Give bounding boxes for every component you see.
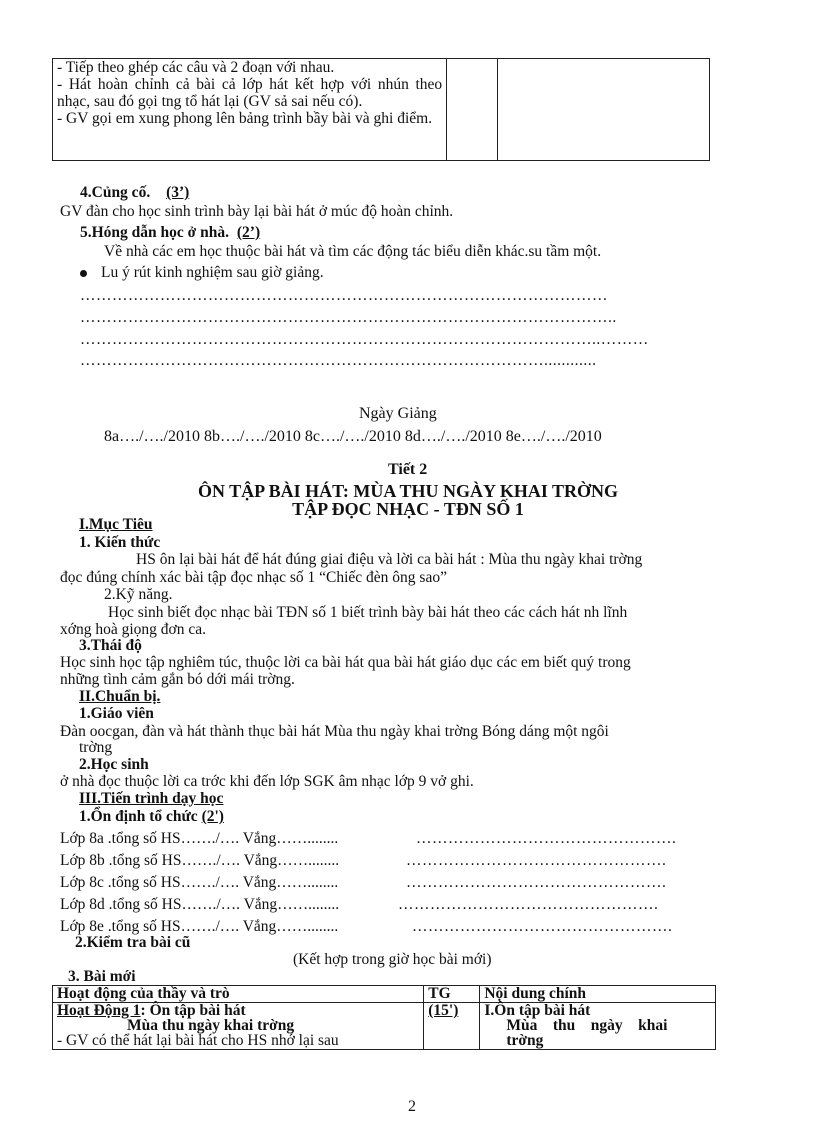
dot-line: ……………………………………………………………………………............	[80, 352, 597, 369]
on-dinh-heading: 1.Ổn định tổ chức	[79, 808, 198, 825]
hd1-heading	[57, 1003, 419, 1018]
content-heading: I.Ôn tập bài hát	[484, 1002, 591, 1019]
kiem-tra-note: (Kết hợp trong giờ học bài mới)	[293, 951, 492, 968]
class-dots: ………………………………………….	[398, 896, 659, 913]
ngay-giang-dates: 8a…./…./2010 8b…./…./2010 8c…./…./2010 8d…./…./2010 8e…./…./2010	[104, 428, 602, 445]
class-dots: ………………………………………….	[406, 874, 667, 891]
class-info: Lớp 8c .tổng số HS……./…. Vắng……........	[60, 874, 339, 891]
table-row	[53, 1003, 716, 1050]
tien-trinh-heading: III.Tiến trình dạy học	[79, 790, 224, 807]
content-cell	[480, 1003, 716, 1050]
lesson-subtitle: TẬP ĐỌC NHẠC - TĐN SỐ 1	[292, 499, 524, 519]
dot-line: ……………………………………………………………………………………..………	[80, 331, 649, 348]
dot-line: ………………………………………………………………………………………..	[80, 309, 617, 326]
dot-line: ………………………………………………………………………………………	[80, 287, 608, 304]
huong-dan-time: (2’)	[236, 224, 261, 241]
thai-do-line: những tình cảm gắn bó dới mái trờng.	[60, 671, 295, 688]
time-cell: (15')	[424, 1003, 480, 1050]
thai-do-line: Học sinh học tập nghiêm túc, thuộc lời ca bài hát qua bài hát giáo dục các em biết quý trong	[60, 654, 631, 671]
top-activity-table	[52, 58, 710, 161]
on-dinh-time: (2')	[201, 808, 224, 825]
giao-vien-line: trờng	[79, 739, 113, 756]
bullet-row	[80, 264, 324, 282]
hoc-sinh-line: ở nhà đọc thuộc lời ca trớc khi đến lớp SGK âm nhạc lớp 9 vở ghi.	[60, 773, 474, 790]
class-dots: ………………………………………….	[416, 830, 677, 847]
huong-dan-heading-row	[80, 224, 260, 242]
header-time: TG	[424, 986, 480, 1003]
class-dots: ………………………………………….	[412, 918, 673, 935]
activity-line: - Hát hoàn chỉnh cả bài cả lớp hát kết hợp với nhún theo nhạc, sau đó gọi tng tổ hát lại (GV sả sai nếu có).	[57, 76, 443, 110]
class-info: Lớp 8b .tổng số HS……./…. Vắng……........	[60, 852, 340, 869]
muc-tieu-heading: I.Mục Tiêu	[79, 516, 153, 533]
time-cell	[447, 59, 498, 161]
class-info: Lớp 8a .tổng số HS……./…. Vắng……........	[60, 830, 339, 847]
cung-co-heading: 4.Củng cố.	[80, 184, 151, 201]
cung-co-time: (3’)	[166, 184, 190, 201]
content-line: trờng	[506, 1032, 544, 1049]
lesson-plan-table	[52, 985, 716, 1050]
chuan-bi-heading: II.Chuẩn bị.	[79, 688, 161, 705]
kien-thuc-line: HS ôn lại bài hát để hát đúng giai điệu và lời ca bài hát : Mùa thu ngày khai trờng	[136, 551, 643, 568]
cung-co-text: GV đàn cho học sinh trình bày lại bài hát ở múc độ hoàn chỉnh.	[60, 203, 454, 220]
cung-co-heading-row	[80, 184, 189, 202]
table-header-row	[53, 986, 716, 1003]
ky-nang-heading: 2.Kỹ năng.	[104, 586, 173, 603]
hd1-text: - GV có thể hát lại bài hát cho HS nhớ lại sau	[57, 1032, 339, 1049]
header-content: Nội dung chính	[480, 986, 716, 1003]
class-row	[60, 830, 338, 848]
activity-cell	[53, 59, 447, 161]
activity-line: - GV gọi em xung phong lên bảng trình bầy bài và ghi điểm.	[57, 110, 433, 127]
bullet-text: Lu ý rút kinh nghiệm sau giờ giảng.	[101, 264, 324, 281]
class-info: Lớp 8d .tổng số HS……./…. Vắng……........	[60, 896, 340, 913]
class-dots: ………………………………………….	[406, 852, 667, 869]
ky-nang-line: xớng hoà giọng đơn ca.	[60, 621, 206, 638]
class-row	[60, 874, 338, 892]
huong-dan-text: Về nhà các em học thuộc bài hát và tìm các động tác biểu diễn khác.su tầm một.	[104, 243, 602, 260]
hd1-song: Mùa thu ngày khai trờng	[127, 1017, 295, 1034]
class-row	[60, 852, 339, 870]
content-cell	[498, 59, 710, 161]
hd1-title: : Ôn tập bài hát	[140, 1002, 246, 1019]
page-number: 2	[408, 1098, 416, 1115]
hoc-sinh-heading: 2.Học sinh	[79, 756, 149, 773]
content-line: Mùa thu ngày khai	[506, 1017, 668, 1034]
kien-thuc-line: đọc đúng chính xác bài tập đọc nhạc số 1 “Chiếc đèn ông sao”	[60, 569, 447, 586]
thai-do-heading: 3.Thái độ	[79, 637, 142, 654]
ky-nang-line: Học sinh biết đọc nhạc bài TĐN số 1 biết trình bày bài hát theo các cách hát nh lĩnh	[108, 604, 628, 621]
giao-vien-line: Đàn oocgan, đàn và hát thành thục bài hát Mùa thu ngày khai trờng Bóng dáng một ngôi	[60, 723, 609, 740]
class-row	[60, 896, 339, 914]
ngay-giang-label: Ngày Giảng	[359, 405, 437, 422]
giao-vien-heading: 1.Giáo viên	[79, 705, 154, 722]
lesson-period: Tiết 2	[388, 461, 428, 478]
huong-dan-heading: 5.Hóng dẫn học ở nhà.	[80, 224, 229, 241]
activity-cell	[53, 1003, 424, 1050]
class-info: Lớp 8e .tổng số HS……./…. Vắng……........	[60, 918, 339, 935]
bai-moi-heading: 3. Bài mới	[68, 968, 136, 985]
activity-line: - Tiếp theo ghép các câu và 2 đoạn với nhau.	[57, 59, 335, 76]
kiem-tra-heading: 2.Kiểm tra bài cũ	[75, 934, 191, 951]
lesson-title: ÔN TẬP BÀI HÁT: MÙA THU NGÀY KHAI TRỜNG	[197, 481, 619, 501]
header-activity: Hoạt động của thầy và trò	[53, 986, 424, 1003]
bullet-icon	[80, 270, 87, 277]
kien-thuc-heading: 1. Kiến thức	[79, 534, 161, 551]
on-dinh-heading-row	[79, 808, 224, 826]
hd1-label: Hoạt Động 1	[57, 1002, 141, 1019]
